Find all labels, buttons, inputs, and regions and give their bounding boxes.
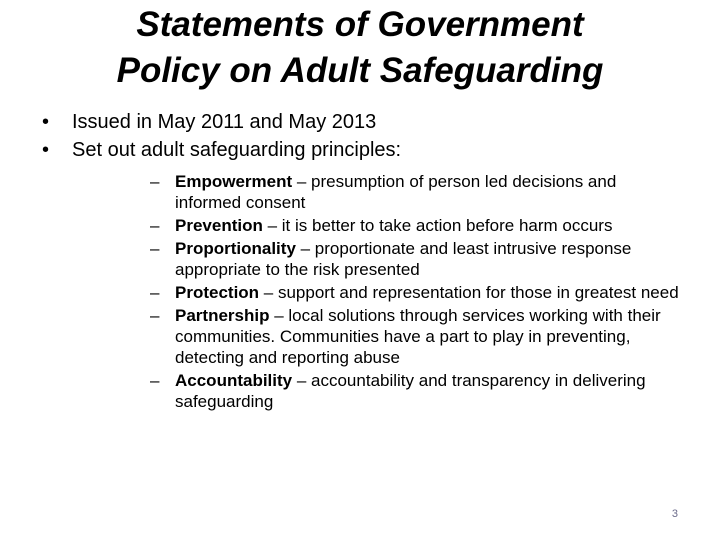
bullet-text: Issued in May 2011 and May 2013	[72, 111, 377, 133]
principle-description: – it is better to take action before harm occurs	[262, 216, 613, 235]
dash-marker: –	[150, 371, 160, 390]
principle-term: Partnership	[175, 306, 270, 325]
bullet-principles	[0, 136, 720, 412]
title-line-1: Statements of Government	[136, 5, 584, 44]
principle-description: – local solutions through services working with their communities. Communities have a part to play in preventing, detecting and reporting abuse	[175, 306, 661, 367]
principle-empowerment	[72, 171, 720, 213]
page-number: 3	[671, 508, 678, 520]
principle-protection	[72, 282, 720, 303]
principles-list	[72, 171, 720, 412]
dash-marker: –	[150, 283, 160, 302]
dash-marker: –	[150, 306, 160, 325]
principle-description: – presumption of person led decisions and informed consent	[175, 172, 617, 212]
principle-term: Proportionality	[175, 239, 296, 258]
principle-prevention	[72, 215, 720, 236]
bullet-marker: •	[42, 139, 50, 161]
principle-accountability	[72, 370, 720, 412]
principle-description: – proportionate and least intrusive response appropriate to the risk presented	[175, 239, 632, 279]
principle-term: Protection	[175, 283, 260, 302]
dash-marker: –	[150, 239, 160, 258]
bullet-list	[0, 108, 720, 414]
dash-marker: –	[150, 172, 160, 191]
bullet-text: Set out adult safeguarding principles:	[72, 139, 402, 161]
title-line-2: Policy on Adult Safeguarding	[116, 51, 604, 90]
principle-term: Empowerment	[175, 172, 293, 191]
bullet-marker: •	[42, 111, 50, 133]
slide-title	[0, 2, 720, 94]
bullet-issued	[0, 108, 720, 136]
principle-term: Accountability	[175, 371, 293, 390]
principle-proportionality	[72, 238, 720, 280]
principle-description: – accountability and transparency in delivering safeguarding	[175, 371, 646, 411]
principle-term: Prevention	[175, 216, 263, 235]
dash-marker: –	[150, 216, 160, 235]
principle-partnership	[72, 305, 720, 368]
principle-description: – support and representation for those in greatest need	[259, 283, 679, 302]
